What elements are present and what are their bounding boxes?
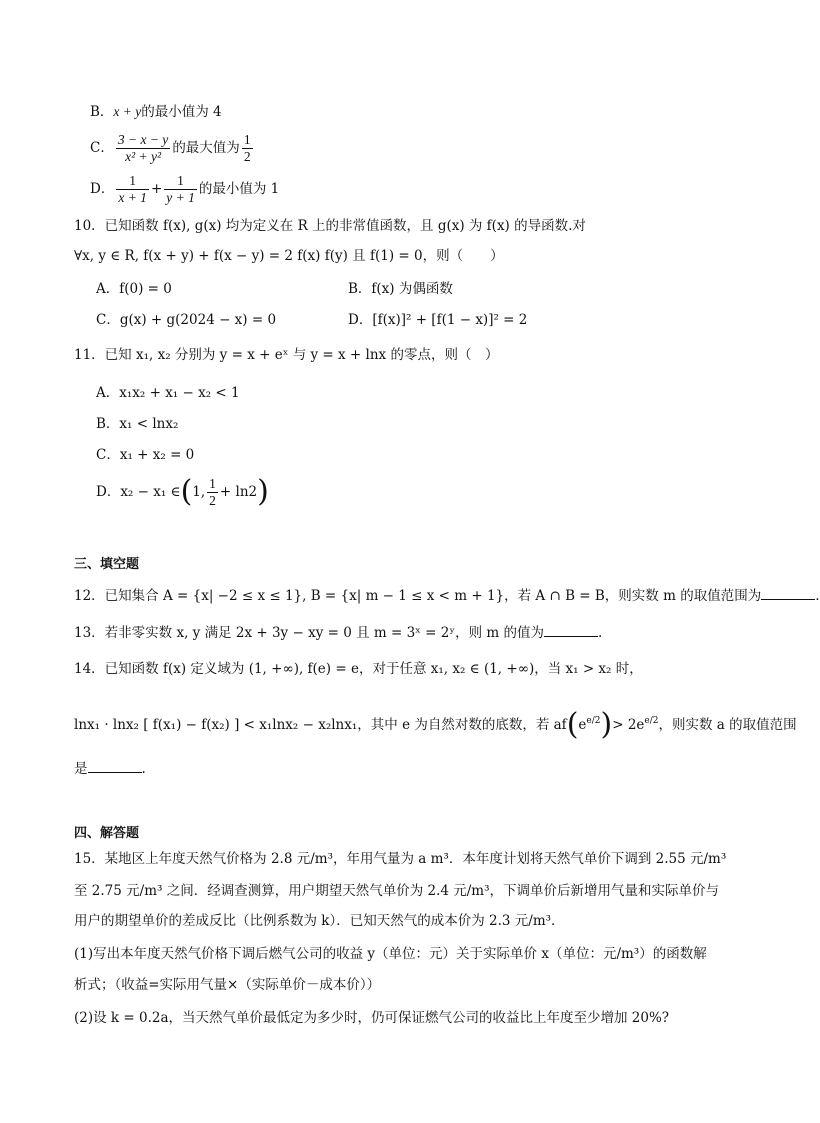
fraction: $\frac{1}{2}$ <box>243 132 251 164</box>
q15-part2: (2)设 k = 0.2a，当天然气单价最低定为多少时，仍可保证燃气公司的收益比上年度至少增加 20%? <box>74 1010 670 1026</box>
q10-stem-line1: 10．已知函数 f(x), g(x) 均为定义在 R 上的非常值函数，且 g(x) 为 f(x) 的导函数.对 <box>74 218 586 234</box>
section-3-heading: 三、填空题 <box>74 557 140 572</box>
q15-line1: 15．某地区上年度天然气价格为 2.8 元/m³，年用气量为 a m³．本年度计划将天然气单价下调到 2.55 元/m³ <box>74 851 727 867</box>
q11-option-b: B．x₁ < lnx₂ <box>96 416 179 432</box>
q9-option-d: D． $\frac{1}{x + 1}$ + $\frac{1}{y + 1}$ 的最小值为 1 <box>90 173 280 205</box>
q10-option-c: C．g(x) + g(2024 − x) = 0 <box>96 312 277 328</box>
fraction: $\frac{1}{y + 1}$ <box>166 173 195 205</box>
q15-line3: 用户的期望单价的差成反比（比例系数为 k）．已知天然气的成本价为 2.3 元/m³． <box>74 913 565 929</box>
section-4-heading: 四、解答题 <box>74 826 140 841</box>
q13: 13．若非零实数 x, y 满足 2x + 3y − xy = 0 且 m = 3ˣ = 2ʸ，则 m 的值为 . <box>74 625 603 641</box>
q11-option-d: D．x₂ − x₁ ∈(1, $\frac{1}{2}$ + ln2) <box>96 474 269 509</box>
q15-part1-line1: (1)写出本年度天然气价格下调后燃气公司的收益 y（单位：元）关于实际单价 x（单位：元/m³）的函数解 <box>74 946 707 962</box>
q9-option-c: C． $\frac{3 - x - y}{\text{x² + y²}}$ 的最大值为 $\frac{1}{2}$ <box>90 132 251 164</box>
answer-blank <box>544 624 598 637</box>
answer-blank <box>88 760 142 773</box>
q11-stem: 11．已知 x₁, x₂ 分别为 y = x + eˣ 与 y = x + lnx 的零点，则（ ） <box>74 347 499 363</box>
q10-option-a: A．f(0) = 0 <box>96 281 172 297</box>
q11-option-c: C．x₁ + x₂ = 0 <box>96 447 195 463</box>
q14-line2: lnx₁ · lnx₂ [ f(x₁) − f(x₂) ] < x₁lnx₂ − x₂lnx₁，其中 e 为自然对数的底数，若 $af(e^{e/2})> 2e^{e/2}$，则实数 a 的取值范围 <box>74 707 797 742</box>
q10-option-d: D．[f(x)]² + [f(1 − x)]² = 2 <box>348 312 528 328</box>
q10-stem-line2: ∀x, y ∈ R, f(x + y) + f(x − y) = 2 f(x) f(y) 且 f(1) = 0，则（ ） <box>74 248 504 264</box>
fraction: $\frac{1}{2}$ <box>209 475 216 508</box>
answer-blank <box>761 587 815 600</box>
q9-option-b: B．x + y的最小值为 4 <box>90 104 222 120</box>
q11-option-a: A．x₁x₂ + x₁ − x₂ < 1 <box>96 385 240 401</box>
q15-line2: 至 2.75 元/m³ 之间．经调查测算，用户期望天然气单价为 2.4 元/m³，下调单价后新增用气量和实际单价与 <box>74 883 720 899</box>
fraction: $\frac{3 - x - y}{\text{x² + y²}}$ <box>117 132 169 164</box>
q14-line1: 14．已知函数 f(x) 定义域为 (1, +∞), f(e) = e，对于任意 x₁, x₂ ∈ (1, +∞)，当 x₁ > x₂ 时， <box>74 661 643 677</box>
q10-option-b: B．f(x) 为偶函数 <box>348 281 453 297</box>
fraction: $\frac{1}{x + 1}$ <box>118 173 147 205</box>
q15-part1-line2: 析式；（收益=实际用气量×（实际单价－成本价）） <box>74 977 381 993</box>
q12: 12．已知集合 A = {x| −2 ≤ x ≤ 1}, B = {x| m − 1 ≤ x < m + 1}，若 A ∩ B = B，则实数 m 的取值范围为 . <box>74 588 820 604</box>
q14-line3: 是 . <box>74 761 146 777</box>
